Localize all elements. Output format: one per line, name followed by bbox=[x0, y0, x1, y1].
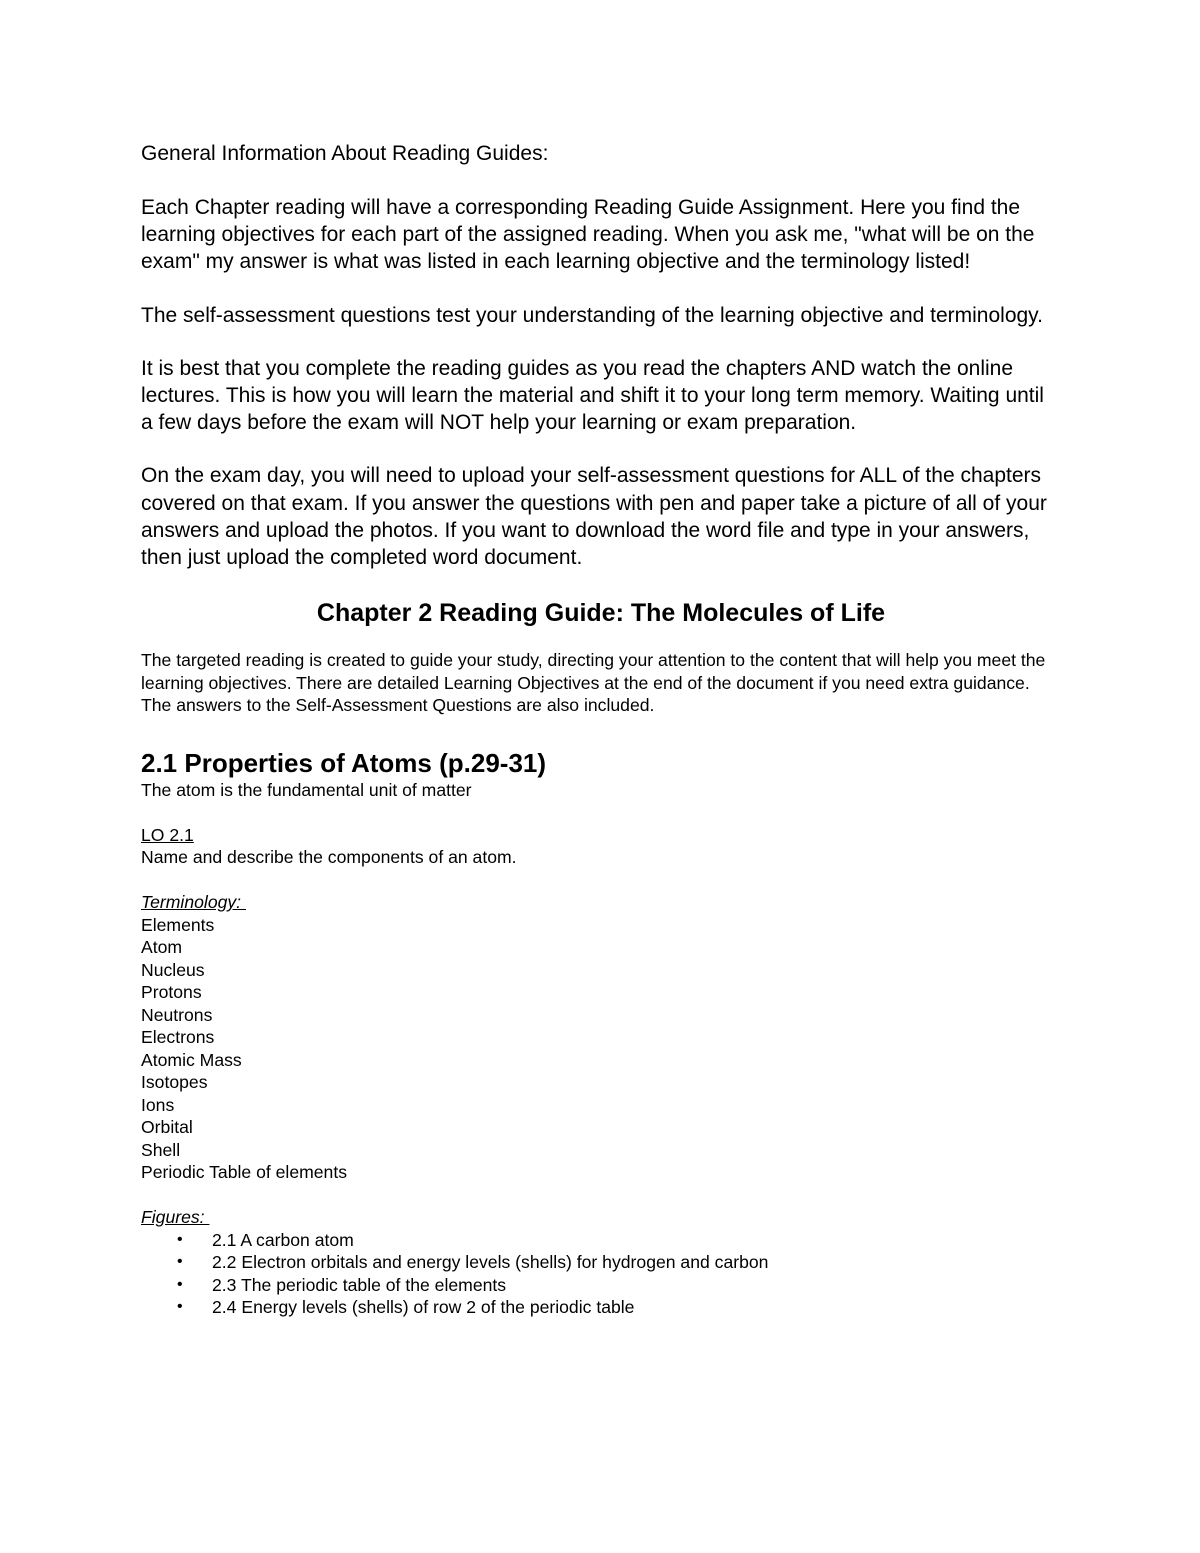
spacer bbox=[141, 1184, 1061, 1207]
spacer bbox=[141, 869, 1061, 892]
intro-paragraph-self-assessment: The self-assessment questions test your understanding of the learning objective and terminology. bbox=[141, 303, 1043, 327]
bullet-icon: • bbox=[177, 1253, 183, 1271]
figure-item-text: 2.3 The periodic table of the elements bbox=[212, 1274, 507, 1295]
figure-item bbox=[141, 1229, 1061, 1252]
bullet-icon: • bbox=[177, 1298, 183, 1316]
term-item: Shell bbox=[141, 1139, 181, 1160]
figure-item-text: 2.4 Energy levels (shells) of row 2 of the periodic table bbox=[212, 1297, 635, 1318]
term-item: Isotopes bbox=[141, 1072, 208, 1093]
intro-paragraph-exam-day: On the exam day, you will need to upload your self-assessment questions for ALL of the chapters covered on that exam. If you answer the questions with pen and paper take a picture of all of your answers and upload the photos. If you want to download the word file and type in your answers, then just upload the completed word document. bbox=[141, 464, 1047, 570]
term-item: Neutrons bbox=[141, 1004, 213, 1025]
figure-item bbox=[141, 1274, 1061, 1297]
figure-item bbox=[141, 1251, 1061, 1274]
figure-item bbox=[141, 1296, 1061, 1319]
bullet-icon: • bbox=[177, 1230, 183, 1248]
figure-item-text: 2.1 A carbon atom bbox=[212, 1229, 354, 1250]
terminology-label: Terminology: bbox=[141, 892, 246, 913]
bullet-icon: • bbox=[177, 1275, 183, 1293]
spacer bbox=[141, 801, 1061, 824]
learning-objective-label: LO 2.1 bbox=[141, 824, 194, 845]
intro-heading: General Information About Reading Guides: bbox=[141, 142, 549, 165]
learning-objective-text: Name and describe the components of an atom. bbox=[141, 847, 517, 868]
terminology-list bbox=[141, 914, 1061, 1184]
term-item: Orbital bbox=[141, 1117, 193, 1138]
figures-label: Figures: bbox=[141, 1207, 210, 1228]
figures-list bbox=[141, 1229, 1061, 1319]
intro-paragraph-reading-guide: Each Chapter reading will have a corresponding Reading Guide Assignment. Here you find the learning objectives for each part of the assigned reading. When you ask me, "what will be on the exam" my answer is what was listed in each learning objective and the terminology listed! bbox=[141, 196, 1035, 274]
term-item: Electrons bbox=[141, 1027, 215, 1048]
document-page bbox=[141, 140, 1061, 1319]
section-subtitle: The atom is the fundamental unit of matter bbox=[141, 779, 472, 800]
intro-paragraph-best-practice: It is best that you complete the reading guides as you read the chapters AND watch the online lectures. This is how you will learn the material and shift it to your long term memory. Waiting until a few days before the exam will NOT help your learning or exam preparation. bbox=[141, 356, 1044, 435]
section-title: 2.1 Properties of Atoms (p.29-31) bbox=[141, 747, 547, 778]
term-item: Protons bbox=[141, 982, 202, 1003]
figure-item-text: 2.2 Electron orbitals and energy levels (shells) for hydrogen and carbon bbox=[212, 1252, 769, 1273]
term-item: Elements bbox=[141, 914, 215, 935]
term-item: Nucleus bbox=[141, 959, 205, 980]
targeted-reading-paragraph: The targeted reading is created to guide your study, directing your attention to the content that will help you meet the learning objectives. There are detailed Learning Objectives at the end of the document if you need extra guidance. The answers to the Self-Assessment Questions are also included. bbox=[141, 650, 1046, 716]
chapter-title: Chapter 2 Reading Guide: The Molecules of Life bbox=[316, 599, 886, 628]
term-item: Ions bbox=[141, 1094, 175, 1115]
term-item: Periodic Table of elements bbox=[141, 1162, 348, 1183]
term-item: Atom bbox=[141, 937, 183, 958]
term-item: Atomic Mass bbox=[141, 1049, 242, 1070]
